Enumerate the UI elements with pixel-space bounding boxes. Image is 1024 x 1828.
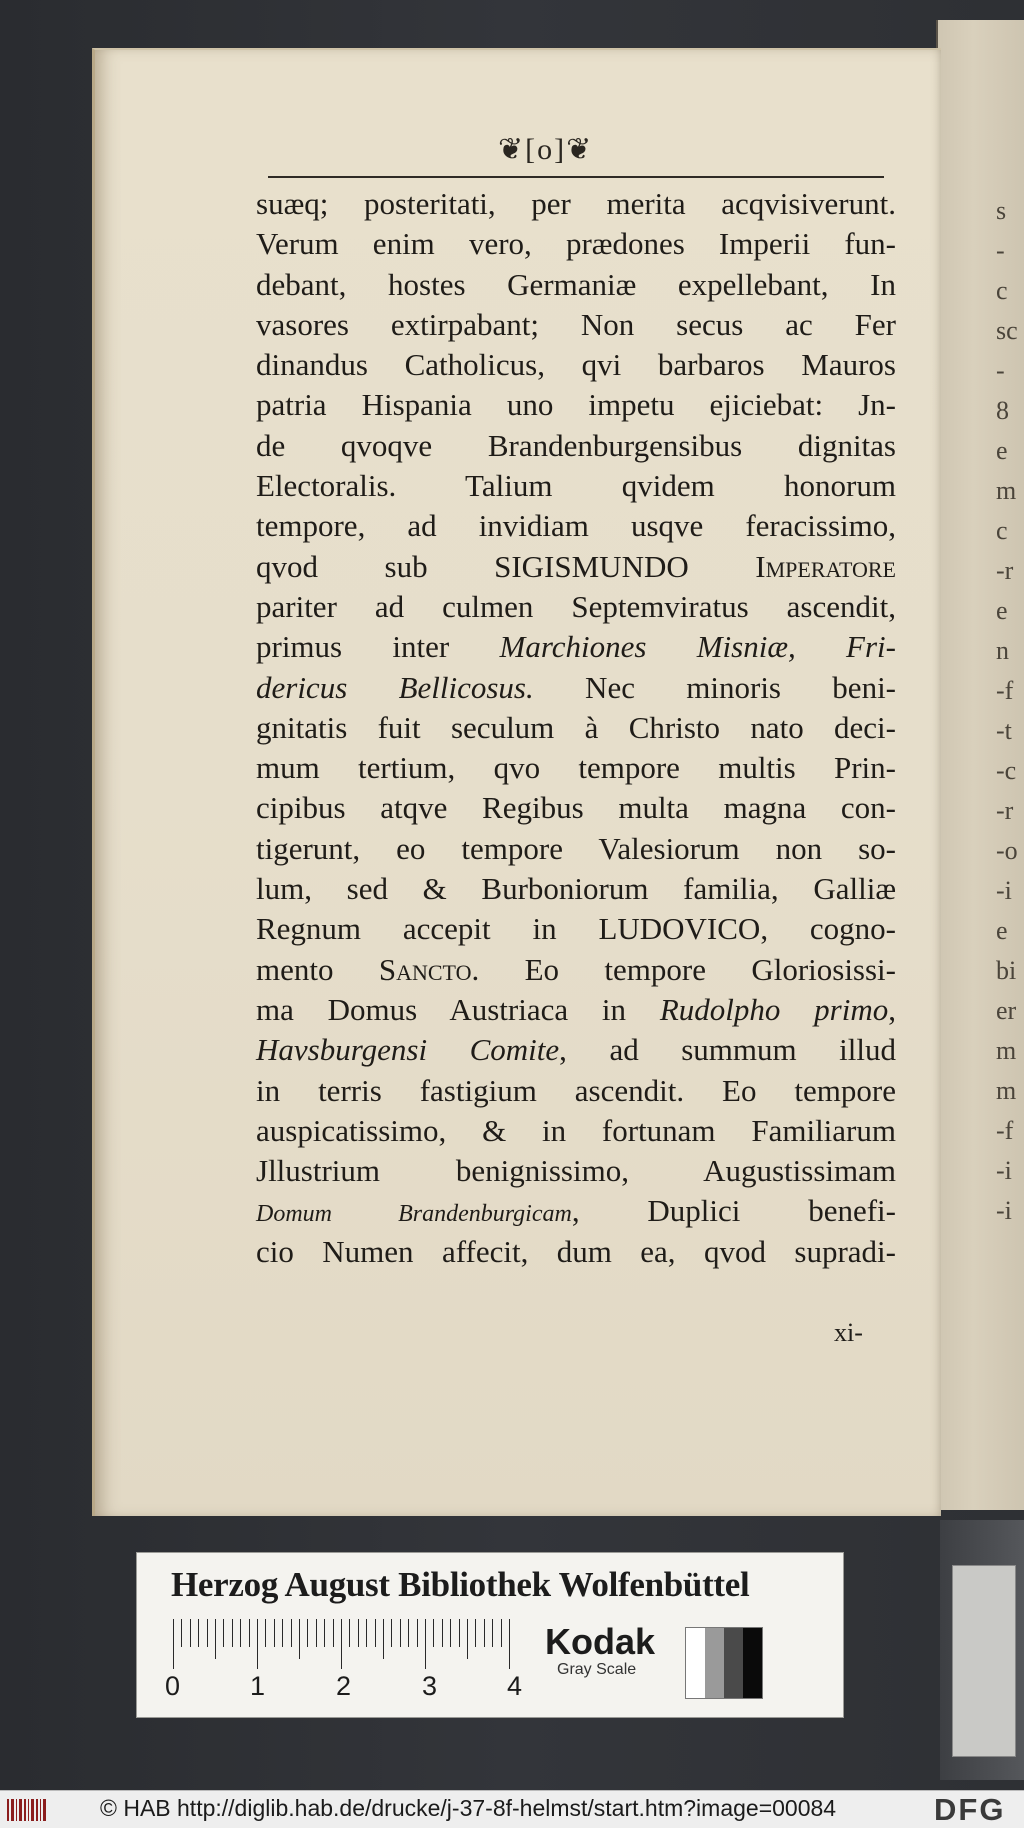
footer-bar (0, 1790, 1024, 1828)
ruler-tick (299, 1619, 300, 1659)
text-line: auspicatissimo, & in fortunam Familiarum (256, 1112, 896, 1148)
gray-swatch (743, 1628, 762, 1698)
measurement-ruler (173, 1619, 509, 1677)
text-run: mento (256, 951, 379, 987)
text-line: vasores extirpabant; Non secus ac Fer (256, 306, 896, 342)
kodak-logo: Kodak (545, 1621, 656, 1662)
gray-swatch (686, 1628, 705, 1698)
page-signature: [o] (525, 133, 567, 166)
ruler-number: 1 (250, 1671, 266, 1701)
text-line: debant, hostes Germaniæ expellebant, In (256, 266, 896, 302)
text-run: qvod sub SIGISMUNDO (256, 548, 756, 584)
ruler-tick (349, 1619, 350, 1647)
adjacent-text-fragment: -i (996, 876, 1012, 905)
ruler-tick (240, 1619, 241, 1647)
text-line (256, 990, 896, 1030)
text-run: primus inter (256, 629, 500, 665)
adjacent-text-fragment: n (996, 636, 1009, 665)
adjacent-text-fragment: c (996, 276, 1008, 305)
ruler-tick (383, 1619, 384, 1659)
adjacent-text-fragment: -i (996, 1196, 1012, 1225)
adjacent-text-fragment: -i (996, 1156, 1012, 1185)
text-run-italic: Rudolpho primo (659, 991, 889, 1027)
ruler-tick (223, 1619, 224, 1647)
text-line: de qvoqve Brandenburgensibus dignitas (256, 427, 896, 463)
text-line: pariter ad culmen Septemviratus ascendit, (256, 588, 896, 624)
text-run: , (888, 991, 896, 1027)
text-run-italic: dericus Bellicosus. (256, 669, 534, 705)
text-line: cipibus atqve Regibus multa magna con- (256, 790, 896, 826)
text-run: ma Domus Austriaca in (256, 991, 660, 1027)
adjacent-text-fragment: e (996, 916, 1008, 945)
text-run-small-caps: Imperatore (755, 548, 896, 584)
text-line: lum, sed & Burboniorum familia, Galliæ (256, 871, 896, 907)
text-line: dinandus Catholicus, qvi barbaros Mauros (256, 347, 896, 383)
ruler-tick (333, 1619, 334, 1647)
ruler-tick (207, 1619, 208, 1647)
text-line: mum tertium, qvo tempore multis Prin- (256, 750, 896, 786)
ruler-tick (467, 1619, 468, 1659)
ruler-number: 0 (165, 1671, 181, 1701)
ruler-tick (358, 1619, 359, 1647)
gray-swatch (724, 1628, 743, 1698)
ruler-tick (408, 1619, 409, 1647)
ruler-tick (257, 1619, 258, 1669)
color-scale-card (136, 1552, 844, 1718)
fleuron-right-icon: ❦ (566, 133, 594, 166)
catchword: xi- (834, 1318, 863, 1347)
hab-barcode-icon (6, 1797, 48, 1823)
adjacent-text-fragment: -t (996, 716, 1012, 745)
ruler-tick (198, 1619, 199, 1647)
adjacent-text-fragment: er (996, 996, 1017, 1025)
adjacent-text-fragment: -f (996, 676, 1014, 705)
ruler-tick (484, 1619, 485, 1647)
ruler-tick (492, 1619, 493, 1647)
header-rule (268, 176, 884, 178)
adjacent-text-fragment: m (996, 1076, 1017, 1105)
adjacent-text-fragment: -r (996, 796, 1014, 825)
ruler-tick (417, 1619, 418, 1647)
page-header-ornament (498, 132, 593, 167)
text-line (256, 950, 896, 990)
text-run-italic: Domum Brandenburgicam (256, 1201, 572, 1228)
ruler-tick (425, 1619, 426, 1669)
text-line: cio Numen affecit, dum ea, qvod supradi- (256, 1233, 896, 1269)
text-run: . Eo tempore Gloriosissi- (471, 951, 896, 987)
text-line (256, 668, 896, 708)
ruler-tick (173, 1619, 174, 1669)
source-url-link[interactable]: © HAB http://diglib.hab.de/drucke/j-37-8f-helmst/start.htm?image=00084 (100, 1795, 837, 1821)
text-run-italic: Havsburgensi Comite (256, 1032, 560, 1068)
ruler-number: 2 (336, 1671, 352, 1701)
adjacent-scale-card (952, 1565, 1016, 1757)
text-line: Electoralis. Talium qvidem honorum (256, 468, 896, 504)
text-line: Regnum accepit in LUDOVICO, cogno- (256, 911, 896, 947)
ruler-tick (442, 1619, 443, 1647)
text-run: , Duplici benefi- (571, 1193, 896, 1229)
gray-scale-label: Gray Scale (557, 1661, 637, 1678)
ruler-tick (450, 1619, 451, 1647)
adjacent-text-fragment: e (996, 436, 1008, 465)
text-run-italic: Marchiones Misniæ, Fri- (499, 629, 896, 665)
gray-swatches (685, 1627, 763, 1699)
ruler-tick (366, 1619, 367, 1647)
ruler-tick (400, 1619, 401, 1647)
adjacent-text-fragment: e (996, 596, 1008, 625)
ruler-tick (249, 1619, 250, 1647)
ruler-tick (307, 1619, 308, 1647)
ruler-number: 4 (507, 1671, 523, 1701)
ruler-number: 3 (422, 1671, 438, 1701)
ruler-tick (433, 1619, 434, 1647)
adjacent-text-fragment: m (996, 476, 1017, 505)
adjacent-text-fragment: - (996, 356, 1005, 385)
ruler-tick (391, 1619, 392, 1647)
ruler-tick (291, 1619, 292, 1647)
text-line: in terris fastigium ascendit. Eo tempore (256, 1072, 896, 1108)
adjacent-text-fragment: s (996, 196, 1007, 225)
adjacent-text-fragment: 8 (996, 396, 1009, 425)
text-run: Nec minoris beni- (533, 669, 897, 705)
ruler-tick (475, 1619, 476, 1647)
ruler-tick (459, 1619, 460, 1647)
text-run-small-caps: Sancto (378, 951, 472, 987)
text-line: gnitatis fuit seculum à Christo nato deci- (256, 709, 896, 745)
library-name: Herzog August Bibliothek Wolfenbüttel (171, 1565, 750, 1604)
text-line: patria Hispania uno impetu ejiciebat: Jn- (256, 387, 896, 423)
adjacent-text-fragment: -f (996, 1116, 1014, 1145)
fleuron-left-icon: ❦ (498, 133, 526, 166)
adjacent-text-fragment: -o (996, 836, 1018, 865)
ruler-tick (375, 1619, 376, 1647)
text-line: Jllustrium benignissimo, Augustissimam (256, 1153, 896, 1189)
text-line: tempore, ad invidiam usqve feracissimo, (256, 508, 896, 544)
ruler-tick (274, 1619, 275, 1647)
adjacent-text-fragment: sc (996, 316, 1018, 345)
ruler-tick (501, 1619, 502, 1647)
ruler-tick (324, 1619, 325, 1647)
text-line (256, 547, 896, 587)
text-line: tigerunt, eo tempore Valesiorum non so- (256, 830, 896, 866)
gray-swatch (705, 1628, 724, 1698)
adjacent-text-fragment: c (996, 516, 1008, 545)
adjacent-text-fragment: m (996, 1036, 1017, 1065)
text-line (256, 1030, 896, 1070)
page-text-block (256, 184, 896, 1272)
ruler-numbers (165, 1671, 525, 1707)
dfg-logo: DFG (934, 1792, 1006, 1827)
text-line (256, 1191, 896, 1231)
ruler-tick (232, 1619, 233, 1647)
text-line (256, 627, 896, 667)
ruler-tick (316, 1619, 317, 1647)
text-line: Verum enim vero, prædones Imperii fun- (256, 226, 896, 262)
adjacent-text-fragment: bi (996, 956, 1017, 985)
adjacent-text-fragment: -c (996, 756, 1017, 785)
text-run: , ad summum illud (559, 1032, 897, 1068)
ruler-tick (341, 1619, 342, 1669)
ruler-tick (190, 1619, 191, 1647)
ruler-tick (265, 1619, 266, 1647)
ruler-tick (215, 1619, 216, 1659)
ruler-tick (509, 1619, 510, 1669)
adjacent-text-fragment: - (996, 236, 1005, 265)
text-line: suæq; posteritati, per merita acqvisiverunt. (256, 186, 896, 221)
ruler-tick (181, 1619, 182, 1647)
ruler-tick (282, 1619, 283, 1647)
adjacent-text-fragment: -r (996, 556, 1014, 585)
